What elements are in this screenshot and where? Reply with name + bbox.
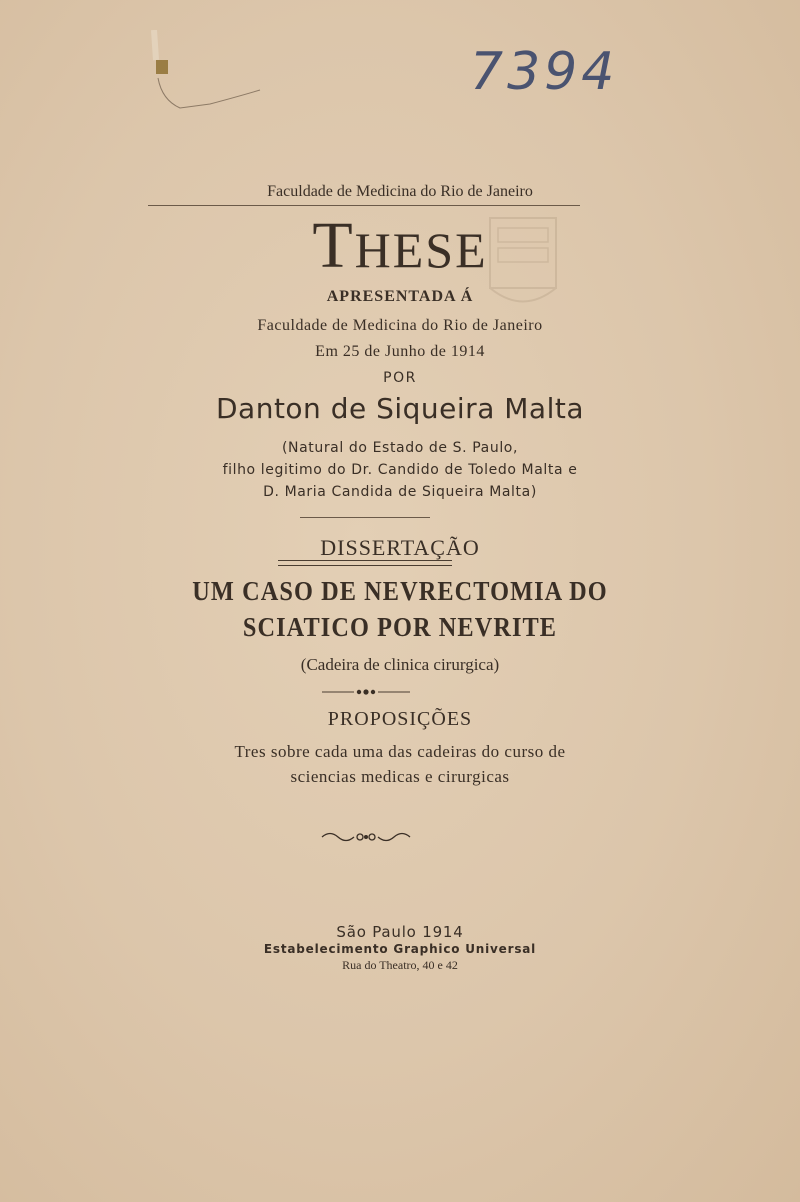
presented-to-label: APRESENTADA Á xyxy=(326,288,474,305)
author-bio-line-1: (Natural do Estado de S. Paulo, xyxy=(281,440,519,456)
thesis-title xyxy=(0,208,800,284)
dissertation-chair: (Cadeira de clinica cirurgica) xyxy=(300,655,500,674)
propositions-line-2: sciencias medicas e cirurgicas xyxy=(290,767,510,786)
author-bio-line-2: filho legitimo do Dr. Candido de Toledo Malta e xyxy=(222,462,578,478)
paper-tear-mark xyxy=(150,30,270,120)
thesis-title-rest: HESE xyxy=(354,222,488,278)
header-rule xyxy=(148,205,580,206)
ornament-divider xyxy=(322,686,410,698)
section-divider xyxy=(300,517,430,518)
thesis-title-initial: T xyxy=(312,209,355,282)
propositions-line-1: Tres sobre cada uma das cadeiras do curso de xyxy=(234,742,566,761)
dissertation-heading-underline xyxy=(278,560,452,566)
by-label: POR xyxy=(383,370,417,386)
imprint-address: Rua do Theatro, 40 e 42 xyxy=(342,958,458,972)
dissertation-title-line-2: SCIATICO POR NEVRITE xyxy=(242,612,558,642)
imprint-city-year: São Paulo 1914 xyxy=(336,923,464,941)
handwritten-accession-number: 7394 xyxy=(470,42,619,102)
presentation-faculty: Faculdade de Medicina do Rio de Janeiro xyxy=(257,317,543,334)
presentation-date: Em 25 de Junho de 1914 xyxy=(315,343,485,360)
author-name: Danton de Siqueira Malta xyxy=(215,392,584,425)
author-bio-line-3: D. Maria Candida de Siqueira Malta) xyxy=(263,484,537,500)
propositions-heading: PROPOSIÇÕES xyxy=(327,708,473,730)
faculty-header: Faculdade de Medicina do Rio de Janeiro xyxy=(267,183,533,200)
dissertation-title-line-1: UM CASO DE NEVRECTOMIA DO xyxy=(192,576,608,606)
imprint-printer: Estabelecimento Graphico Universal xyxy=(263,942,537,956)
dissertation-heading: DISSERTAÇÃO xyxy=(320,535,480,560)
flourish-ornament xyxy=(320,828,412,846)
